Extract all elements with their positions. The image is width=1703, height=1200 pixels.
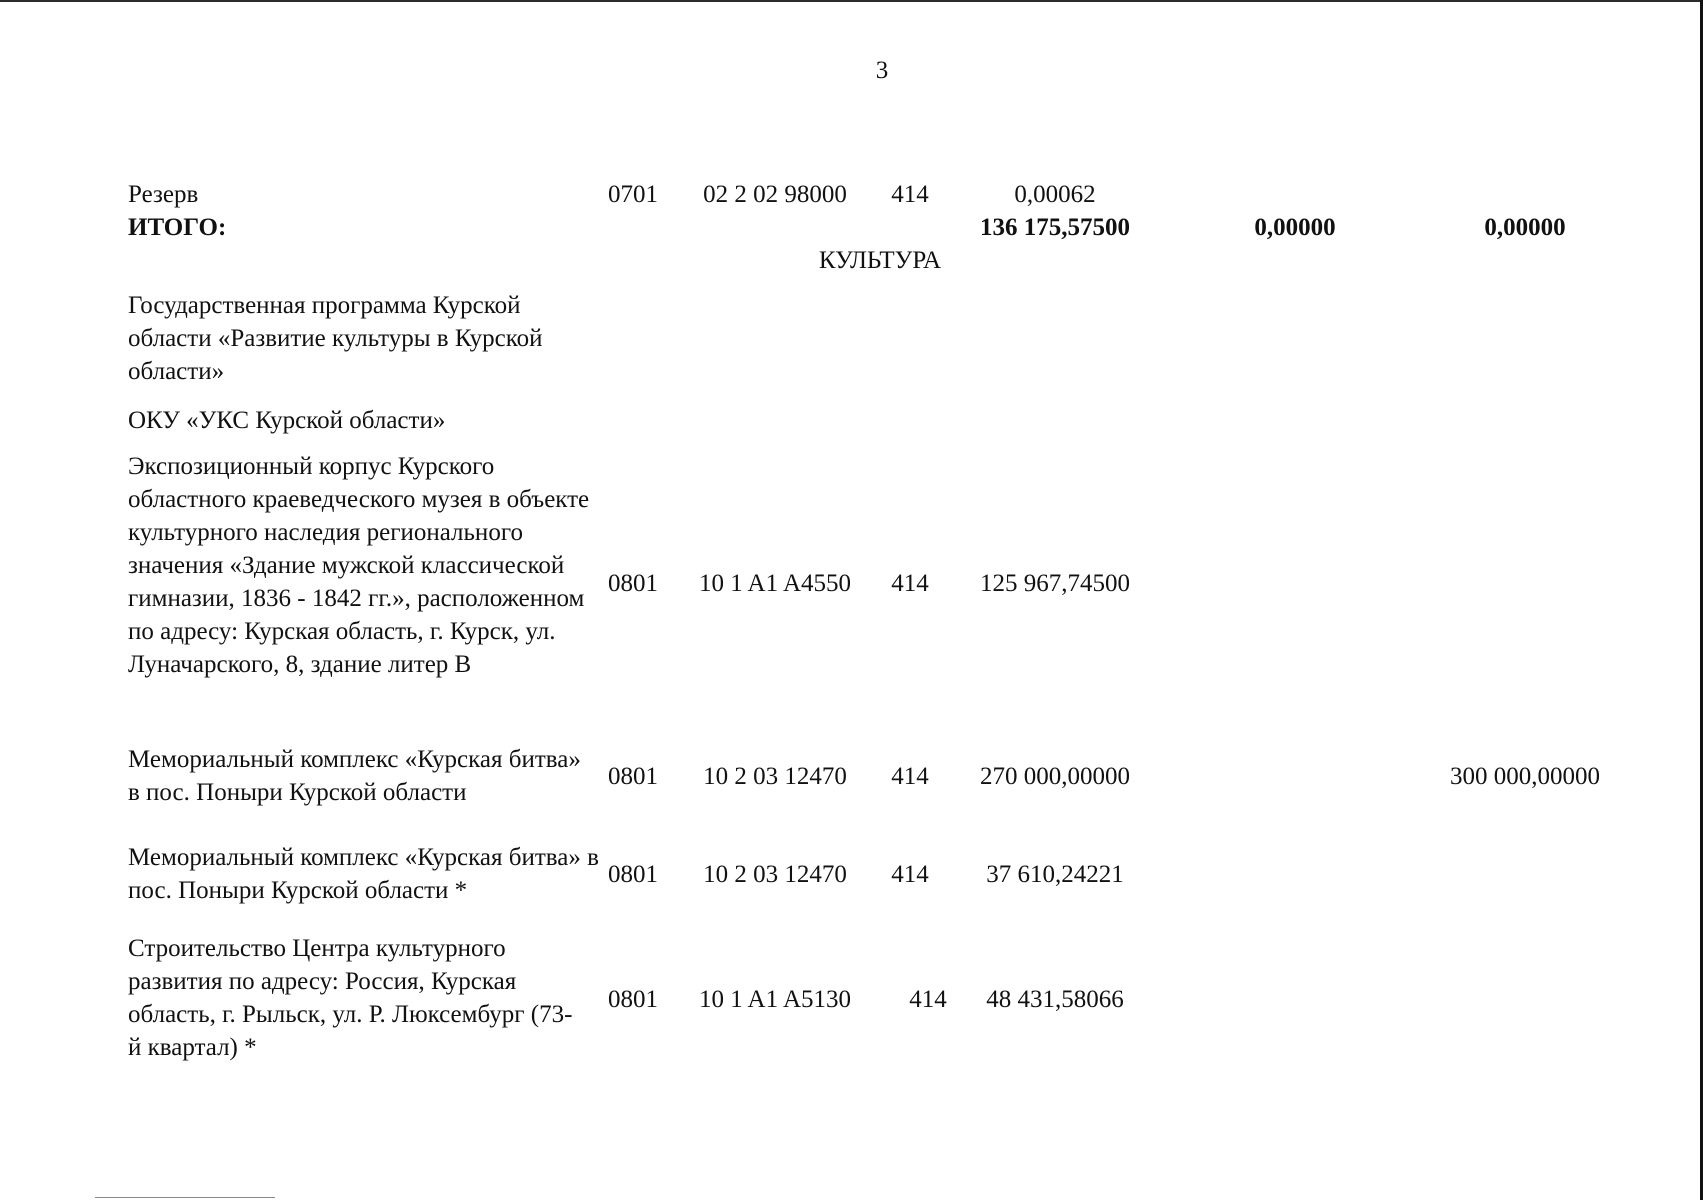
row-4-rz: 0801 [608, 986, 658, 1013]
object-name-row-4: Строительство Центра культурного развития по адресу: Россия, Курская область, г. Рыльск, ул. Р. Люксембург (73-й квартал) * [128, 935, 573, 1061]
total-sum3: 0,00000 [1484, 214, 1566, 241]
program-title: Государственная программа Курской области «Развитие культуры в Курской области» [128, 292, 543, 385]
row-4-vr: 414 [909, 986, 947, 1013]
scan-bottom-mark [95, 1197, 275, 1198]
row-1-sum1: 125 967,74500 [980, 570, 1130, 597]
total-sum2: 0,00000 [1254, 214, 1336, 241]
reserve-rz: 0701 [608, 181, 658, 208]
row-4-csr: 10 1 A1 A5130 [698, 986, 852, 1013]
object-name-row-3: Мемориальный комплекс «Курская битва» в пос. Поныри Курской области * [128, 844, 599, 904]
row-2-sum1: 270 000,00000 [980, 763, 1130, 790]
row-1-csr: 10 1 A1 A4550 [698, 570, 852, 597]
row-1-rz: 0801 [608, 570, 658, 597]
row-3-rz: 0801 [608, 861, 658, 888]
object-name-row-1: Экспозиционный корпус Курского областного краеведческого музея в объекте культурного наследия регионального значения «Здание мужской классической гимназии, 1836 - 1842 гг.», расположенном по адресу: Курская область, г. Курск, ул. Луначарского, 8, здание литер В [128, 453, 590, 678]
row-3-csr: 10 2 03 12470 [703, 861, 847, 888]
total-sum1: 136 175,57500 [980, 214, 1130, 241]
reserve-vr: 414 [891, 181, 929, 208]
row-1-vr: 414 [891, 570, 929, 597]
row-2-sum3: 300 000,00000 [1450, 763, 1600, 790]
reserve-name: Резерв [128, 181, 199, 208]
page-number: 3 [875, 57, 889, 84]
object-name-row-2: Мемориальный комплекс «Курская битва» в пос. Поныри Курской области [128, 746, 581, 806]
customer-name: ОКУ «УКС Курской области» [128, 407, 446, 434]
row-2-csr: 10 2 03 12470 [703, 763, 847, 790]
row-4-sum1: 48 431,58066 [986, 986, 1124, 1013]
total-label: ИТОГО: [128, 214, 227, 241]
scan-top-edge [0, 0, 1703, 2]
section-title: КУЛЬТУРА [818, 247, 942, 274]
row-3-vr: 414 [891, 861, 929, 888]
reserve-sum1: 0,00062 [1014, 181, 1096, 208]
reserve-csr: 02 2 02 98000 [703, 181, 847, 208]
row-3-sum1: 37 610,24221 [986, 861, 1124, 888]
row-2-rz: 0801 [608, 763, 658, 790]
row-2-vr: 414 [891, 763, 929, 790]
